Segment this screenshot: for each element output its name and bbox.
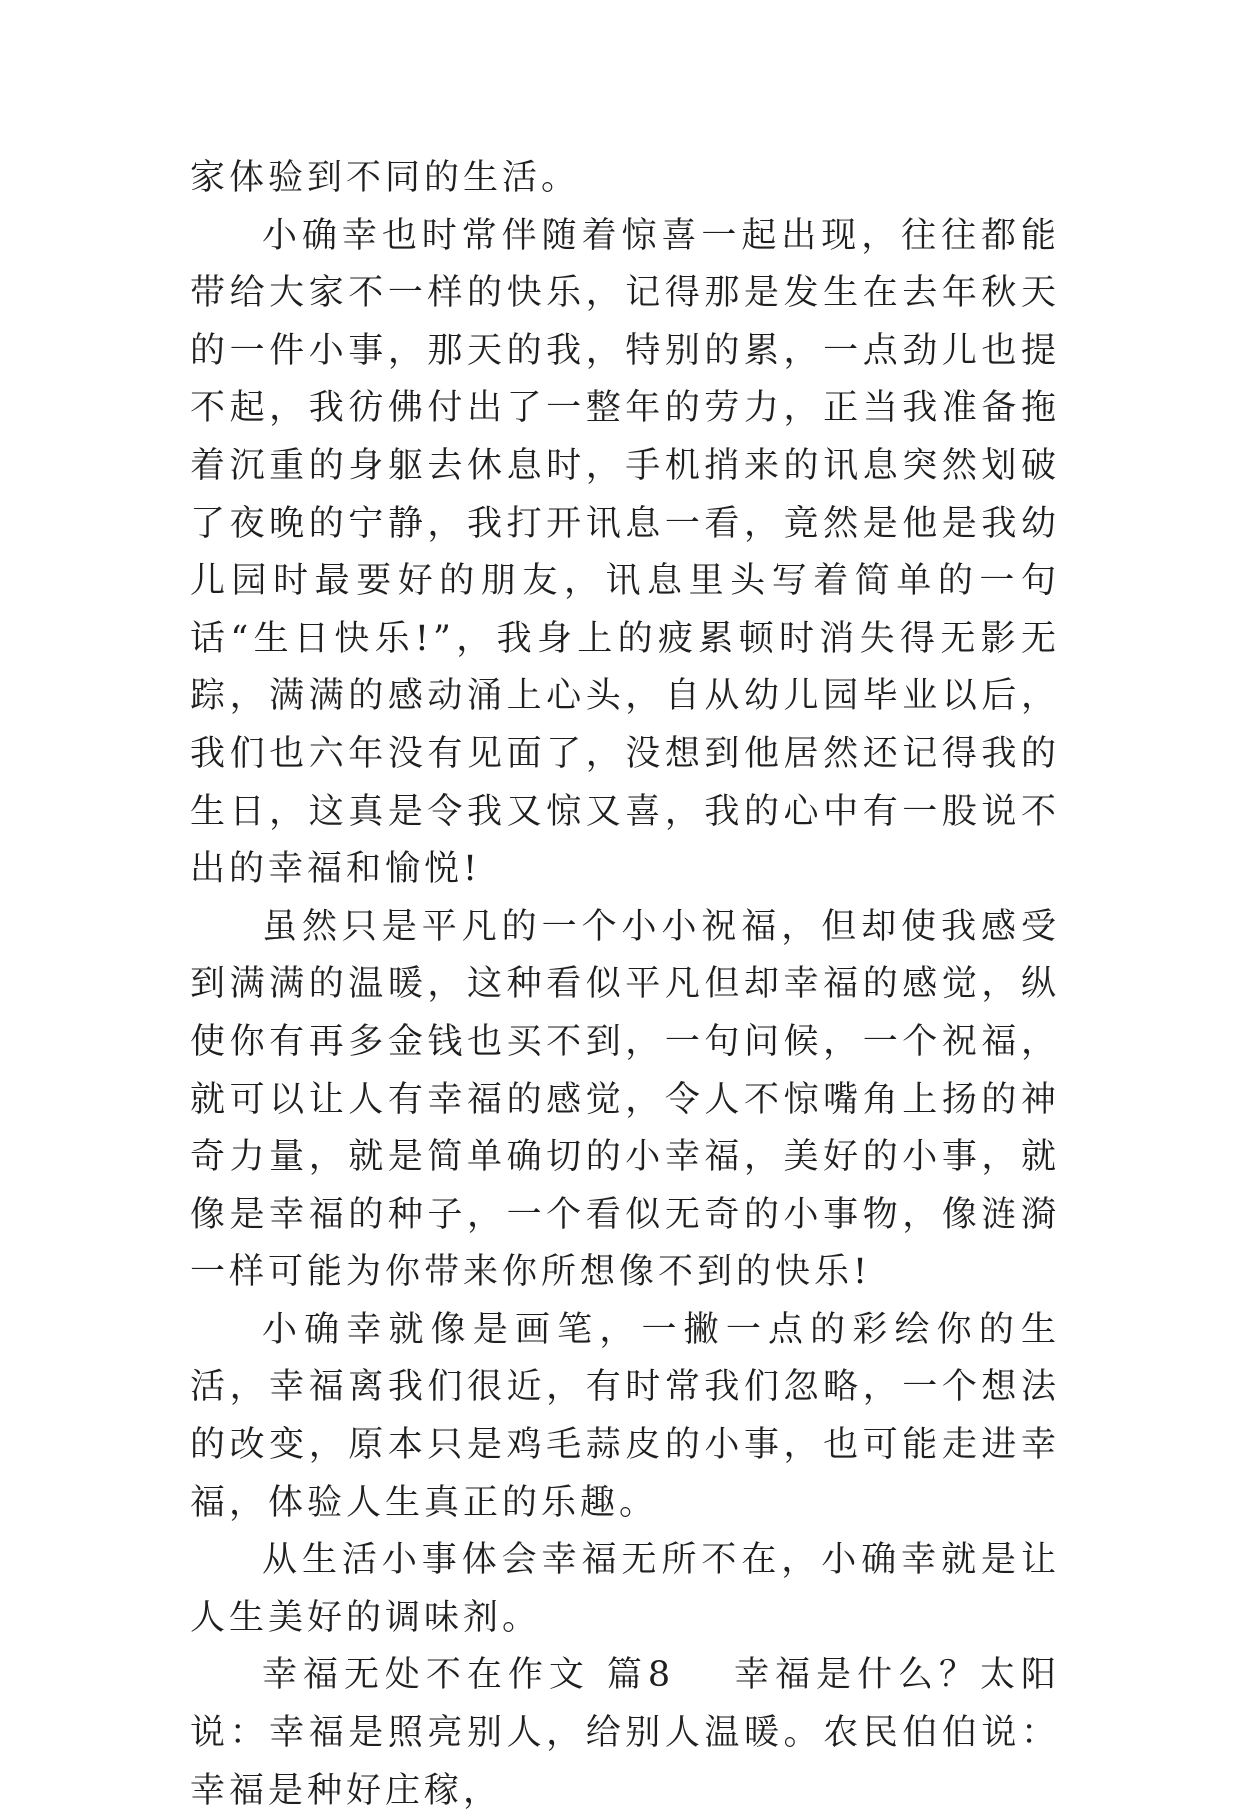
document-body bbox=[190, 150, 1060, 1820]
section-heading: 幸福无处不在作文 篇8 bbox=[262, 1655, 675, 1696]
section-text: 幸福是什么？太阳说：幸福是照亮别人，给别人温暖。农民伯伯说：幸福是种好庄稼， bbox=[190, 1655, 1060, 1811]
paragraph: 从生活小事体会幸福无所不在，小确幸就是让人生美好的调味剂。 bbox=[190, 1540, 1060, 1638]
paragraph: 小确幸也时常伴随着惊喜一起出现，往往都能带给大家不一样的快乐，记得那是发生在去年秋天的一件小事，那天的我，特别的累，一点劲儿也提不起，我彷佛付出了一整年的劳力，正当我准备拖着沉重的身躯去休息时，手机捎来的讯息突然划破了夜晚的宁静，我打开讯息一看，竟然是他是我幼儿园时最要好的朋友，讯息里头写着简单的一句话“生日快乐!”，我身上的疲累顿时消失得无影无踪，满满的感动涌上心头，自从幼儿园毕业以后，我们也六年没有见面了，没想到他居然还记得我的生日，这真是令我又惊又喜，我的心中有一股说不出的幸福和愉悦! bbox=[190, 215, 1060, 890]
paragraph: 虽然只是平凡的一个小小祝福，但却使我感受到满满的温暖，这种看似平凡但却幸福的感觉，纵使你有再多金钱也买不到，一句问候，一个祝福，就可以让人有幸福的感觉，令人不惊嘴角上扬的神奇力量，就是简单确切的小幸福，美好的小事，就像是幸福的种子，一个看似无奇的小事物，像涟漪一样可能为你带来你所想像不到的快乐! bbox=[190, 906, 1060, 1293]
section-paragraph bbox=[190, 1647, 1060, 1820]
paragraph: 家体验到不同的生活。 bbox=[190, 158, 581, 198]
paragraph: 小确幸就像是画笔，一撇一点的彩绘你的生活，幸福离我们很近，有时常我们忽略，一个想法的改变，原本只是鸡毛蒜皮的小事，也可能走进幸福，体验人生真正的乐趣。 bbox=[190, 1309, 1060, 1523]
